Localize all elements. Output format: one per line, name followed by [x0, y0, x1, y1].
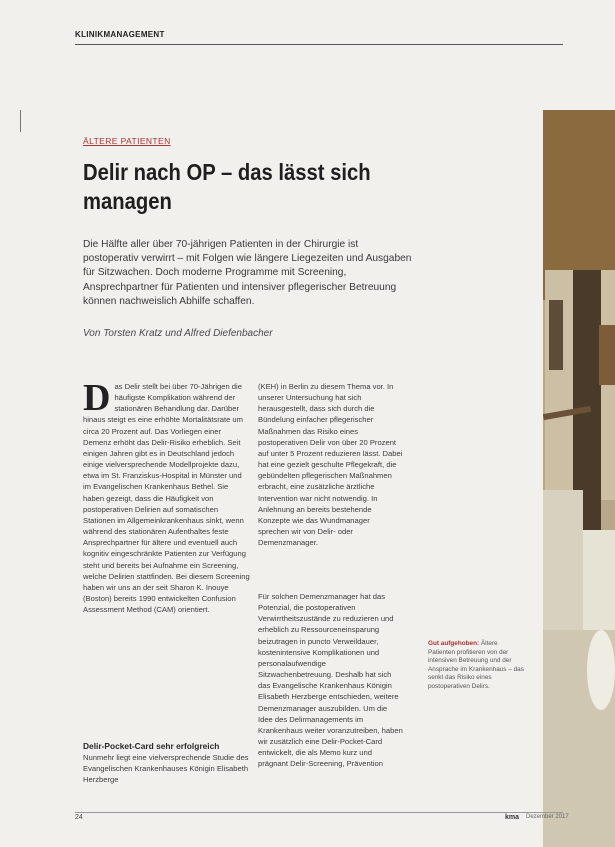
caption-lead: Gut aufgehoben: [428, 640, 480, 647]
body-text-1: as Delir stellt bei über 70-Jährigen die häufigste Komplikation während der stationären Behandlung dar. Darüber hinaus steigt es eine erhöhte Mortalitätsrate um circa 20 Prozent auf. Das Vorliegen einer Demenz erhöht das Delir-Risiko erheblich. Seit einigen Jahren gibt es in Deutschland jedoch einige vielversprechende Modellprojekte dazu, etwa im St. Franziskus-Hospital in Münster und im Evangelischen Krankenhaus Bethel. Sie haben gezeigt, dass die Häufigkeit von postoperativen Delirien auf somatischen Stationen im Allgemeinkrankenhaus sinkt, wenn während des stationären Aufenthaltes feste Ansprechpartner für ältere und eventuell auch kognitiv eingeschränkte Patienten zur Verfügung steht und bereits bei Aufnahme ein Screening, welche Delirien stattfinden. Bei diesem Screening haben wir uns an der seit Sharon K. Inouye (Boston) bereits 1990 entwickelten Confusion Assessment Method (CAM) orientiert. [83, 382, 250, 615]
footer-rule [75, 812, 563, 813]
magazine-logo: kma [505, 814, 520, 821]
section-label: KLINIKMANAGEMENT [75, 30, 165, 39]
hospital-corridor-photo [543, 110, 615, 847]
body-column-1 [83, 377, 251, 615]
margin-mark [20, 110, 21, 132]
article-kicker: ÄLTERE PATIENTEN [83, 136, 171, 146]
page-number: 24 [75, 814, 83, 821]
drop-cap: D [83, 377, 111, 419]
header-rule [75, 44, 563, 45]
article-byline: Von Torsten Kratz und Alfred Diefenbacher [83, 328, 273, 339]
photo-caption [428, 640, 524, 692]
body-column-1b: Nunmehr liegt eine vielversprechende Studie des Evangelischen Krankenhauses Königin Elisabeth Herzberge [83, 753, 249, 785]
caption-text: Ältere Patienten profitieren von der intensiven Betreuung und der Ansprache im Krankenhaus – das senkt das Risiko eines postoperativen Delirs. [428, 640, 524, 690]
article-lead: Die Hälfte aller über 70-jährigen Patienten in der Chirurgie ist postoperativ verwirrt – mit Folgen wie längere Liegezeiten und Ausgaben für Sitzwachen. Doch moderne Programme mit Screening, Ansprechpartner für Patienten und intensiver pflegerischer Betreuung können nachweislich Abhilfe schaffen. [83, 239, 412, 307]
body-subhead: Delir-Pocket-Card sehr erfolgreich [83, 741, 220, 751]
article-photo [543, 110, 615, 847]
body-column-2: (KEH) in Berlin zu diesem Thema vor. In unserer Untersuchung hat sich herausgestellt, dass sich durch die Bündelung einfacher pflegerischer Maßnahmen das Risiko eines postoperativen Delir von über 20 Prozent auf unter 5 Prozent reduzieren lässt. Dabei hat eine gezielt geschulte Pflegekraft, die gebündelten pflegerischen Maßnahmen erbracht, eine zusätzliche ärztliche Intervention war nicht notwendig. In Anlehnung an bereits bestehende Konzepte wie das Wundmanager sprechen wir von Delir- oder Demenzmanager. [258, 382, 403, 548]
body-column-2b: Für solchen Demenzmanager hat das Potenzial, die postoperativen Verwirrtheitszustände zu reduzieren und erheblich zu Ressourceneinsparung beizutragen in puncto Verweildauer, kostenintensive Komplikationen und personalaufwendige Sitzwachenbetreuung. Deshalb hat sich das Evangelische Krankenhaus Königin Elisabeth Herzberge entschieden, weitere Demenzmanager auszubilden. Um die Idee des Delirmanagements im Krankenhaus weiter voranzutreiben, haben wir zusätzlich eine Delir-Pocket-Card entwickelt, die als Memo kurz und prägnant Delir-Screening, Prävention [258, 592, 403, 769]
issue-date: Dezember 2017 [526, 814, 569, 820]
article-title: Delir nach OP – das lässt sich managen [83, 159, 371, 214]
